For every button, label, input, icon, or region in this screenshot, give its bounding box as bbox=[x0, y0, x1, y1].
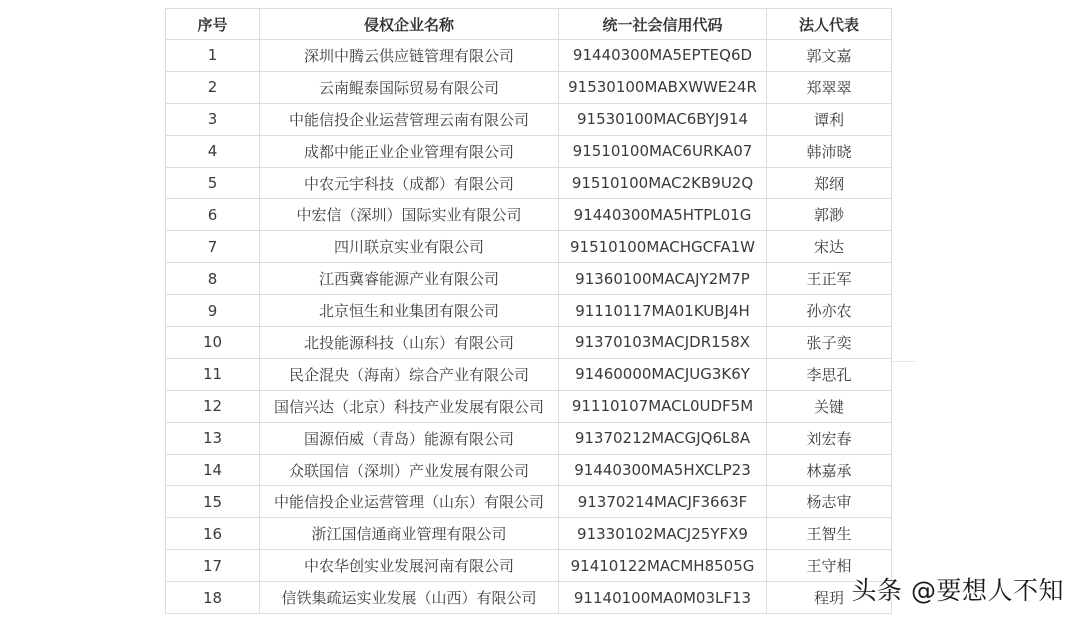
cell-company-name: 众联国信（深圳）产业发展有限公司 bbox=[260, 454, 559, 486]
cell-company-name: 北投能源科技（山东）有限公司 bbox=[260, 327, 559, 359]
cell-credit-code: 91530100MAC6BYJ914 bbox=[559, 103, 767, 135]
table-header-row bbox=[166, 9, 892, 40]
cell-credit-code: 91370214MACJF3663F bbox=[559, 486, 767, 518]
table-row bbox=[166, 135, 892, 167]
cell-credit-code: 91360100MACAJY2M7P bbox=[559, 263, 767, 295]
cell-legal-rep: 王智生 bbox=[767, 518, 892, 550]
cell-legal-rep: 郭渺 bbox=[767, 199, 892, 231]
header-index: 序号 bbox=[166, 9, 260, 40]
cell-company-name: 中农元宇科技（成都）有限公司 bbox=[260, 167, 559, 199]
cell-company-name: 中能信投企业运营管理云南有限公司 bbox=[260, 103, 559, 135]
cell-index: 3 bbox=[166, 103, 260, 135]
cell-company-name: 江西冀睿能源产业有限公司 bbox=[260, 263, 559, 295]
cell-credit-code: 91370103MACJDR158X bbox=[559, 327, 767, 359]
cell-credit-code: 91530100MABXWWE24R bbox=[559, 71, 767, 103]
cell-index: 9 bbox=[166, 295, 260, 327]
cell-company-name: 四川联京实业有限公司 bbox=[260, 231, 559, 263]
table-row bbox=[166, 518, 892, 550]
cell-index: 18 bbox=[166, 582, 260, 614]
cell-index: 15 bbox=[166, 486, 260, 518]
cell-legal-rep: 谭利 bbox=[767, 103, 892, 135]
cell-credit-code: 91330102MACJ25YFX9 bbox=[559, 518, 767, 550]
table-row bbox=[166, 486, 892, 518]
table-row bbox=[166, 390, 892, 422]
cell-legal-rep: 关键 bbox=[767, 390, 892, 422]
infringing-companies-table bbox=[165, 8, 892, 614]
table-row bbox=[166, 103, 892, 135]
cell-legal-rep: 孙亦农 bbox=[767, 295, 892, 327]
cell-legal-rep: 张子奕 bbox=[767, 327, 892, 359]
cell-index: 17 bbox=[166, 550, 260, 582]
cell-index: 10 bbox=[166, 327, 260, 359]
cell-credit-code: 91440300MA5HXCLP23 bbox=[559, 454, 767, 486]
cell-credit-code: 91370212MACGJQ6L8A bbox=[559, 422, 767, 454]
table-row bbox=[166, 167, 892, 199]
table-row bbox=[166, 71, 892, 103]
cell-index: 6 bbox=[166, 199, 260, 231]
table-row bbox=[166, 231, 892, 263]
cell-company-name: 国源佰威（青岛）能源有限公司 bbox=[260, 422, 559, 454]
cell-credit-code: 91510100MAC2KB9U2Q bbox=[559, 167, 767, 199]
cell-credit-code: 91110107MACL0UDF5M bbox=[559, 390, 767, 422]
table-row bbox=[166, 358, 892, 390]
cell-company-name: 中宏信（深圳）国际实业有限公司 bbox=[260, 199, 559, 231]
cell-legal-rep: 王守相 bbox=[767, 550, 892, 582]
cell-index: 13 bbox=[166, 422, 260, 454]
cell-index: 5 bbox=[166, 167, 260, 199]
header-legal-rep: 法人代表 bbox=[767, 9, 892, 40]
cell-legal-rep: 郭文嘉 bbox=[767, 40, 892, 72]
cell-index: 7 bbox=[166, 231, 260, 263]
cell-credit-code: 91510100MAC6URKA07 bbox=[559, 135, 767, 167]
cell-legal-rep: 宋达 bbox=[767, 231, 892, 263]
cell-legal-rep: 刘宏春 bbox=[767, 422, 892, 454]
cell-legal-rep: 程玥 bbox=[767, 582, 892, 614]
cell-index: 12 bbox=[166, 390, 260, 422]
cell-company-name: 成都中能正业企业管理有限公司 bbox=[260, 135, 559, 167]
cell-legal-rep: 李思孔 bbox=[767, 358, 892, 390]
table-row bbox=[166, 263, 892, 295]
cell-company-name: 民企混央（海南）综合产业有限公司 bbox=[260, 358, 559, 390]
header-company-name: 侵权企业名称 bbox=[260, 9, 559, 40]
cell-index: 4 bbox=[166, 135, 260, 167]
cell-company-name: 北京恒生和业集团有限公司 bbox=[260, 295, 559, 327]
stray-gridline bbox=[891, 361, 915, 362]
table-row bbox=[166, 327, 892, 359]
cell-company-name: 中农华创实业发展河南有限公司 bbox=[260, 550, 559, 582]
table-row bbox=[166, 422, 892, 454]
cell-legal-rep: 郑纲 bbox=[767, 167, 892, 199]
cell-company-name: 深圳中腾云供应链管理有限公司 bbox=[260, 40, 559, 72]
table-row bbox=[166, 295, 892, 327]
cell-company-name: 中能信投企业运营管理（山东）有限公司 bbox=[260, 486, 559, 518]
cell-company-name: 浙江国信通商业管理有限公司 bbox=[260, 518, 559, 550]
table-row bbox=[166, 40, 892, 72]
cell-index: 1 bbox=[166, 40, 260, 72]
cell-legal-rep: 杨志审 bbox=[767, 486, 892, 518]
cell-credit-code: 91410122MACMH8505G bbox=[559, 550, 767, 582]
watermark-text: 头条 @要想人不知 bbox=[851, 576, 1064, 605]
table-body bbox=[166, 40, 892, 614]
cell-credit-code: 91140100MA0M03LF13 bbox=[559, 582, 767, 614]
table-row bbox=[166, 454, 892, 486]
cell-legal-rep: 林嘉承 bbox=[767, 454, 892, 486]
cell-index: 14 bbox=[166, 454, 260, 486]
table-row bbox=[166, 199, 892, 231]
cell-legal-rep: 王正军 bbox=[767, 263, 892, 295]
cell-company-name: 云南鲲泰国际贸易有限公司 bbox=[260, 71, 559, 103]
cell-index: 8 bbox=[166, 263, 260, 295]
header-credit-code: 统一社会信用代码 bbox=[559, 9, 767, 40]
cell-credit-code: 91460000MACJUG3K6Y bbox=[559, 358, 767, 390]
cell-credit-code: 91440300MA5HTPL01G bbox=[559, 199, 767, 231]
cell-company-name: 国信兴达（北京）科技产业发展有限公司 bbox=[260, 390, 559, 422]
cell-credit-code: 91110117MA01KUBJ4H bbox=[559, 295, 767, 327]
cell-legal-rep: 郑翠翠 bbox=[767, 71, 892, 103]
cell-credit-code: 91440300MA5EPTEQ6D bbox=[559, 40, 767, 72]
cell-index: 16 bbox=[166, 518, 260, 550]
cell-index: 2 bbox=[166, 71, 260, 103]
table-row bbox=[166, 582, 892, 614]
cell-index: 11 bbox=[166, 358, 260, 390]
cell-credit-code: 91510100MACHGCFA1W bbox=[559, 231, 767, 263]
cell-legal-rep: 韩沛晓 bbox=[767, 135, 892, 167]
table-row bbox=[166, 550, 892, 582]
cell-company-name: 信铁集疏运实业发展（山西）有限公司 bbox=[260, 582, 559, 614]
